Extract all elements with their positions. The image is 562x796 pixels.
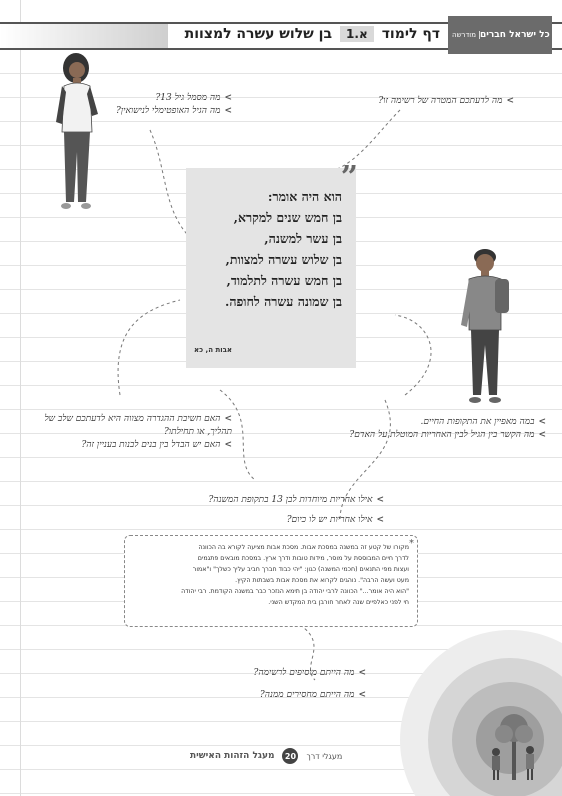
question-item: >אילו אחריות יש לו כיום? (286, 515, 384, 525)
questions-right-mid (336, 416, 546, 442)
logo-main-text: כל ישראל חברים (479, 30, 550, 40)
question-item: >מה הייתם מחסירים ממנה? (259, 690, 366, 700)
chevron-icon: > (376, 495, 384, 505)
background-note (124, 535, 418, 627)
question-item: >האם יש הבדל בין בנים לבנות בעניין זה? (81, 440, 232, 450)
quote-line: הוא היה אומר: (267, 189, 342, 204)
question-item: >אילו אחריות מיוחדות לבן 13 בתקופת המשנה? (208, 495, 384, 505)
note-line: חי לפני כאלפיים שנה לאחר חורבן בית המקדש השני. (268, 599, 409, 606)
question-item: >במה מאפיין את התקופות החיים. (420, 417, 546, 427)
question-item: >מה הייתם מוסיפים לרשימה? (253, 668, 366, 678)
arrow-left (118, 300, 180, 395)
title-sub: בן שלוש עשרה למצוות (184, 26, 333, 42)
chevron-icon: > (224, 440, 232, 450)
footer-section: מעגל הזהות האישית (190, 751, 275, 761)
questions-top-right (378, 95, 514, 108)
note-line: מקורו של קטע זה במשנה במסכת אבות. מסכת אבות מציעה לקורא בה הכוונה (198, 544, 409, 551)
note-line: מעט ועשה הרבה". נוהגים לקרוא את מסכת אבות בשבתות הקיץ. (235, 577, 409, 584)
chevron-icon: > (538, 417, 546, 427)
chevron-icon: > (376, 515, 384, 525)
quote-line: בן שמונה עשרה לחופה. (224, 294, 342, 309)
title-main: דף לימוד (381, 26, 440, 42)
quote-text (225, 186, 342, 312)
note-line: לדרך חיים המבוססת על מוסר, מידות טובות ודרך ארץ. במסכת מובאים פתגמים (197, 555, 409, 562)
quote-mark-icon: ” (340, 160, 358, 195)
question-item: >האם חשיבת ההגדרה מצווה היא לדעתכם שלב של תהליך, או תחילתו? (44, 414, 232, 437)
question-item: >מה מסמל גיל 13? (155, 93, 232, 103)
question-item: >מה הקשר בין הגיל לבין האחריות המוטלת על האדם? (349, 430, 546, 440)
boy-illustration (455, 245, 515, 415)
chevron-icon: > (224, 106, 232, 116)
questions-left-mid (27, 413, 232, 452)
note-line: ועצות מפי התנאים (חכמי המשנה) כגון: "יהי כבוד חברך חביב עליך כשלך" ו"אמור (192, 566, 409, 573)
quote-line: בן חמש שנים למקרא, (233, 210, 342, 225)
quote-line: בן חמש עשרה לתלמוד, (226, 273, 342, 288)
questions-bottom (254, 662, 366, 706)
woman-illustration (52, 52, 108, 217)
arrow-right (395, 315, 431, 395)
questions-center (208, 490, 384, 530)
quote-line: בן שלוש עשרה למצוות, (225, 252, 342, 267)
quote-box (186, 160, 358, 368)
question-item: >מה הגיל האופטימלי לנישואין? (116, 106, 232, 116)
questions-top-left (116, 92, 232, 118)
chevron-icon: > (538, 430, 546, 440)
chevron-icon: > (358, 690, 366, 700)
page-footer (190, 748, 342, 764)
logo-side-text: מודרשה (452, 31, 480, 39)
chevron-icon: > (224, 414, 232, 424)
page-number: 20 (282, 748, 298, 764)
question-item: >מה לדעתכם המטרה של רשימה זו? (378, 96, 514, 106)
chevron-icon: > (506, 96, 514, 106)
asterisk-icon: * (409, 538, 414, 549)
title-code: א.1 (340, 26, 374, 42)
quote-source: אבות ה, כא (194, 346, 232, 354)
chevron-icon: > (358, 668, 366, 678)
quote-line: בן עשר למשנה, (264, 231, 342, 246)
chevron-icon: > (224, 93, 232, 103)
note-line: "הוא היה אומר..." הכוונה לרבי יהודה בן תימא הנזכר כבר במשנה הקודמת. רבי יהודה (181, 588, 409, 595)
footer-series: מעגלי דרך (306, 751, 343, 761)
